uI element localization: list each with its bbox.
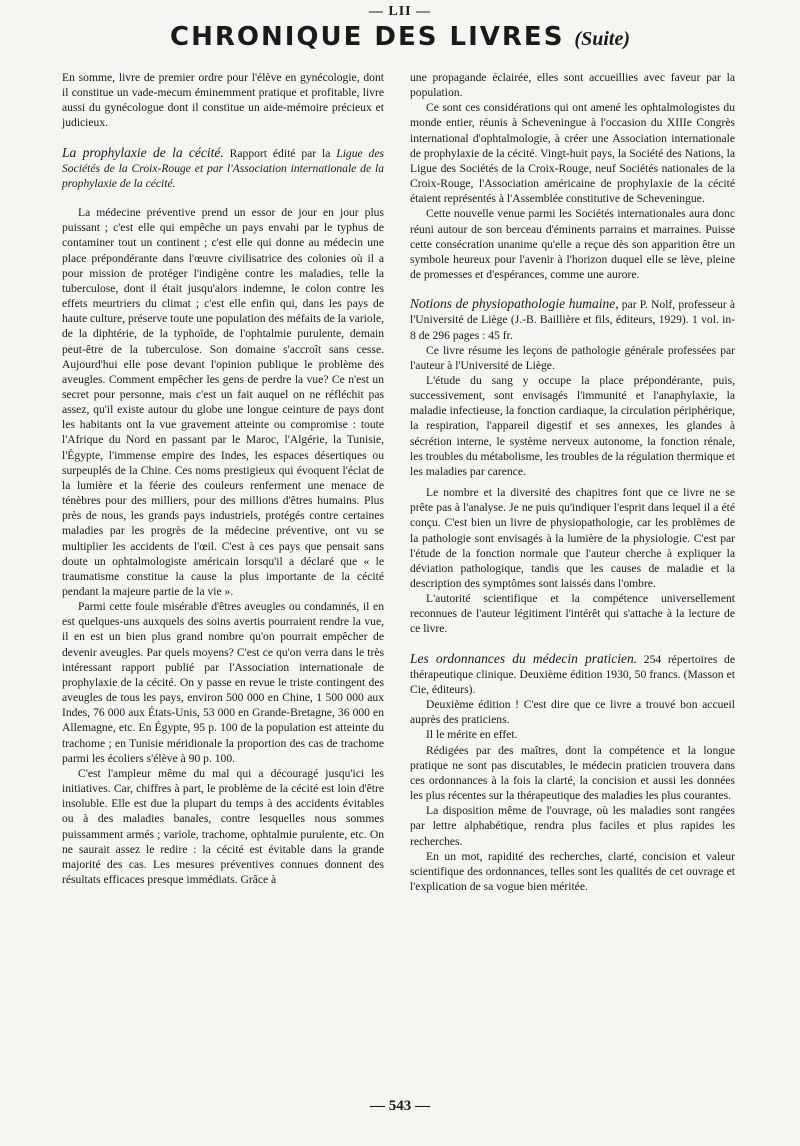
paragraph: Il le mérite en effet.: [426, 728, 518, 742]
review-entry-title: La prophylaxie de la cécité. Rapport édité par la Ligue des Sociétés de la Croix-Rouge et par l'Association internationale de la prophylaxie de la cécité.: [62, 144, 385, 190]
paragraph: Ce sont ces considérations qui ont amené les ophtalmologistes du monde entier, réunis à Scheveningue à l'occasion du XIIIe Congrès international d'ophtalmologie, à créer une Association internationale de prophylaxie de la cécité. Vingt-huit pays, la Société des Nations, la Ligue des Sociétés de la Croix-Rouge, neuf Sociétés nationales de la Croix-Rouge, l'Association américaine de prophylaxie de la cécité étaient représentés à l'Assemblée constitutive de Scheveningue.: [410, 101, 735, 206]
paragraph: Rédigées par des maîtres, dont la compétence et la longue pratique ne sont pas discutables, le médecin praticien trouvera dans ces ordonnances à la fois la clarté, la concision et aussi les données les plus récentes sur la thérapeutique des maladies les plus courantes.: [410, 743, 735, 803]
paragraph: Le nombre et la diversité des chapitres font que ce livre ne se prête pas à l'analyse. Je ne puis qu'indiquer l'esprit dans lequel il a été conçu. C'est bien un livre de physiopathologie, car les problèmes de la pathologie sont envisagés à la lumière de la physiologie. C'est par l'étude de la fonction normale que l'auteur cherche à expliquer la déviation pathologique, tandis que les causes de maladie et la description des symptômes sont laissés dans l'ombre.: [410, 486, 735, 590]
paragraph: En somme, livre de premier ordre pour l'élève en gynécologie, dont il constitue un vade-mecum éminemment pratique et profitable, livre aussi du gynécologue dont il constitue un aide-mémoire précieux et judicieux.: [62, 71, 384, 130]
page-header: [0, 22, 800, 52]
paragraph: C'est l'ampleur même du mal qui a découragé jusqu'ici les initiatives. Car, chiffres à part, le problème de la cécité est loin d'être insoluble. Elle est due la plupart du temps à des accidents évitables ou à des maladies banales, contre lesquelles nous sommes puissamment armés ; variole, trachome, ophtalmie purulente, etc. On ne saurait assez le redire : la cécité est évitable dans la grande majorité des cas. Les mesures préventives connues donnent des résultats efficaces presque immédiats. Grâce à: [62, 766, 384, 886]
review-entry-title: Les ordonnances du médecin praticien. 254 répertoires de thérapeutique clinique. Deuxième édition 1930, 50 francs. (Masson et Cie, éditeurs).: [410, 650, 735, 696]
left-column: [62, 70, 384, 887]
page-title-suite: (Suite): [574, 28, 630, 50]
paragraph: L'autorité scientifique et la compétence universellement reconnues de l'auteur légitiment l'intérêt qui s'attache à la lecture de ce livre.: [410, 592, 735, 636]
paragraph: L'étude du sang y occupe la place prépondérante, puis, successivement, sont envisagés l'immunité et l'anaphylaxie, la maladie infectieuse, la fonction cardiaque, la circulation périphérique, la respiration, l'appareil digestif et ses annexes, les glandes à sécrétion interne, le système nerveux autonome, la fonction rénale, les troubles du métabolisme, les troubles de la régulation thermique et les maladies par carence.: [410, 373, 735, 478]
running-head: — LII —: [368, 4, 432, 19]
paragraph: Deuxième édition ! C'est dire que ce livre a trouvé bon accueil auprès des praticiens.: [410, 698, 735, 727]
paragraph: une propagande éclairée, elles sont accueillies avec faveur par la population.: [410, 71, 735, 100]
review-entry-title: Notions de physiopathologie humaine, par P. Nolf, professeur à l'Université de Liège (J.-B. Baillière et fils, éditeurs, 1929). 1 vol. in-8 de 296 pages : 45 fr.: [410, 296, 735, 342]
paragraph: En un mot, rapidité des recherches, clarté, concision et valeur scientifique des ordonnances, telles sont les qualités de cet ouvrage et l'explication de sa vogue bien méritée.: [410, 849, 735, 893]
page-number: — 543 —: [370, 1098, 430, 1114]
right-column: [410, 70, 735, 894]
paragraph: Ce livre résume les leçons de pathologie générale professées par l'auteur à l'Université de Liège.: [410, 343, 735, 372]
paragraph: Cette nouvelle venue parmi les Sociétés internationales aura donc réuni autour de son berceau d'éminents parrains et marraines. Puisse cette consécration unanime qu'elle a reçue dès son apparition être un symbole heureux pour l'avenir à l'horizon duquel elle se lève, pleine de promesses et d'espérances, comme une aurore.: [410, 207, 735, 282]
paragraph: La médecine préventive prend un essor de jour en jour plus puissant ; c'est elle qui empêche un pays envahi par le typhus de contaminer tout un continent ; c'est elle qui donne au médecin une place prépondérante dans l'œuvre civilisatrice des colonies où il a pour mission de protéger l'indigène contre les maladies, telle la tuberculose, dont il était jusqu'alors indemne, le colon contre les effets meurtriers du climat ; c'est elle enfin qui, dans les pays de haute culture, préserve toute une population des méfaits de la variole, de la diphtérie, de la typhoïde, de l'ophtalmie purulente, demain peut-être de la tuberculose. Son domaine s'accroît sans cesse. Aujourd'hui elle pose devant l'opinion publique le problème des aveugles. Comment empêcher les gens de perdre la vue? Ce n'est un secret pour personne, mais c'est un fait auquel on ne réfléchit pas assez, qu'il existe autour du globe une longue ceinture de pays dont les habitants ont la vue gravement atteinte ou compromise : toute l'Afrique du Nord en passant par le Maroc, l'Algérie, la Tunisie, l'Égypte, l'immense empire des Indes, les espaces désertiques ou surpeuplés de la Chine. Ces noms prestigieux qui évoquent l'éclat de la lumière et la féerie des couleurs renferment une menace de ténèbres pour des milliers, pour des millions d'êtres humains. Plus près de nous, les grands pays industriels, protégés contre certaines maladies par les progrès de la médecine préventive, ont vu se multiplier les accidents de l'œil. C'est à ces pays que pensait sans doute un ophtalmologiste américain lorsqu'il a déclaré que « le traumatisme constitue la cause la plus importante de la cécité pendant la majeure partie de la vie ».: [62, 206, 384, 598]
page-title: CHRONIQUE DES LIVRES: [170, 22, 565, 52]
paragraph: La disposition même de l'ouvrage, où les maladies sont rangées par lettre alphabétique, rendra plus faciles et plus rapides les recherches.: [410, 804, 735, 848]
paragraph: Parmi cette foule misérable d'êtres aveugles ou condamnés, il en est quelques-uns auxquels des soins avertis pourraient rendre la vue, il en est un bien plus grand nombre qu'on pourrait empêcher de devenir aveugles. Par quels moyens? C'est ce qu'on verra dans le très intéressant rapport publié par l'Association internationale de prophylaxie de la cécité. On y passe en revue le triste contingent des aveugles de tous les pays, environ 500 000 en Chine, 1 500 000 aux Indes, 76 000 aux États-Unis, 53 000 en Grande-Bretagne, 36 000 en Allemagne, etc. En Égypte, 95 p. 100 de la population est atteinte du trachome ; en Tunisie méridionale la proportion des cas de trachome parmi les écoliers s'élève à 90 p. 100.: [62, 600, 384, 765]
